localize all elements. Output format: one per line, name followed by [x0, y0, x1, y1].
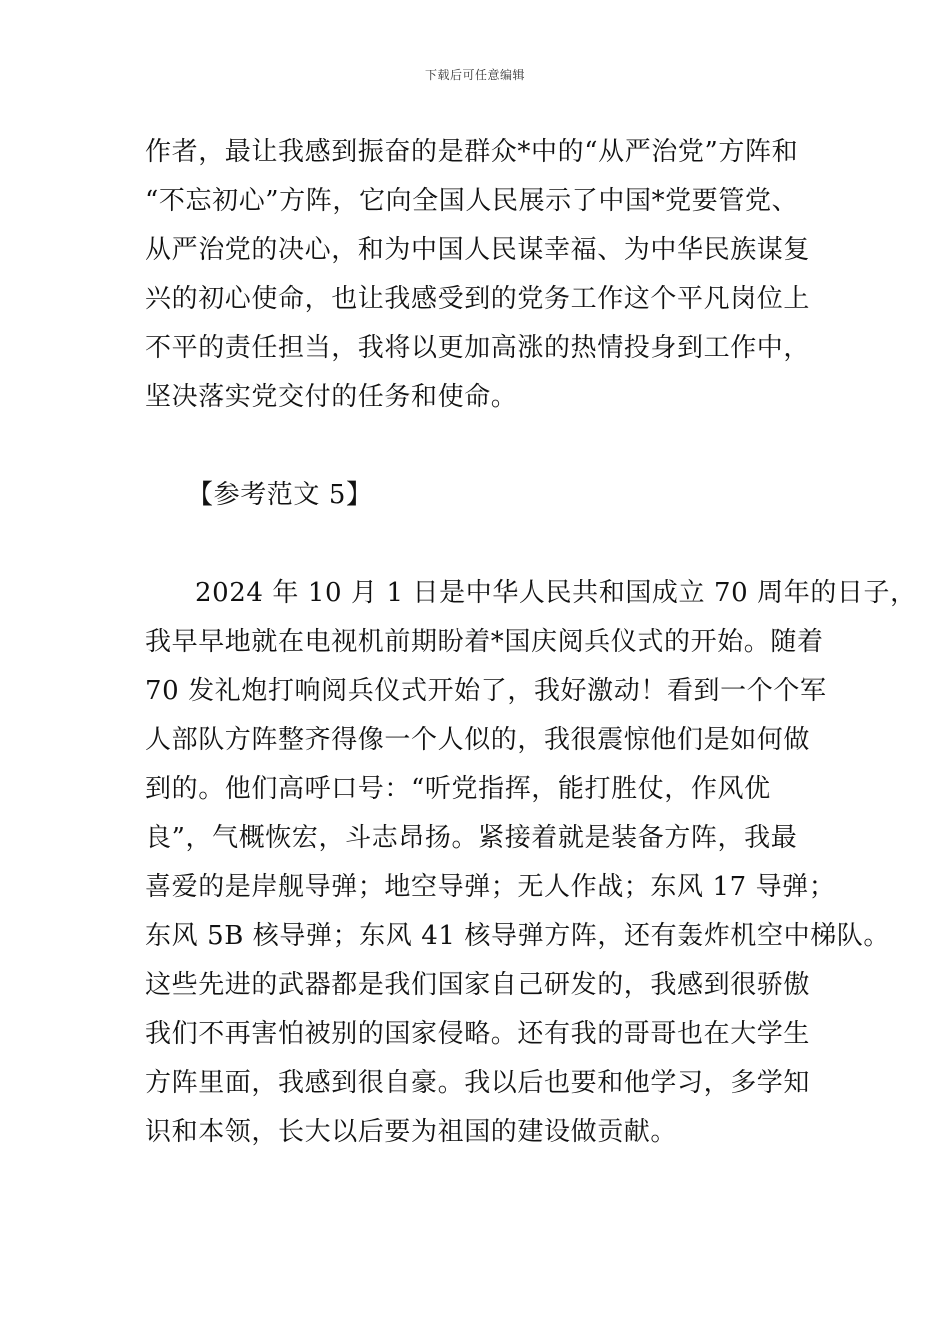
text-line: 不平的责任担当，我将以更加高涨的热情投身到工作中， — [145, 333, 811, 363]
text-line: 兴的初心使命，也让我感受到的党务工作这个平凡岗位上 — [145, 284, 811, 314]
paragraph-1 — [145, 128, 825, 422]
text-line: 从严治党的决心，和为中国人民谋幸福、为中华民族谋复 — [145, 235, 811, 265]
paragraph-spacer — [145, 422, 825, 471]
text-line: 方阵里面，我感到很自豪。我以后也要和他学习，多学知 — [145, 1068, 811, 1098]
text-line: 70 发礼炮打响阅兵仪式开始了，我好激动！看到一个个军 — [145, 676, 827, 706]
page-header: 下载后可任意编辑 — [424, 68, 525, 82]
text-line: 良”，气概恢宏，斗志昂扬。紧接着就是装备方阵，我最 — [145, 823, 798, 853]
text-line: 坚决落实党交付的任务和使命。 — [145, 382, 518, 412]
paragraph-spacer — [145, 520, 825, 569]
text-line: 我们不再害怕被别的国家侵略。还有我的哥哥也在大学生 — [145, 1019, 811, 1049]
section-heading: 【参考范文 5】 — [187, 480, 373, 510]
text-line: 我早早地就在电视机前期盼着*国庆阅兵仪式的开始。随着 — [145, 627, 824, 657]
text-line: 到的。他们高呼口号：“听党指挥，能打胜仗，作风优 — [145, 774, 771, 804]
text-line: 喜爱的是岸舰导弹；地空导弹；无人作战；东风 17 导弹； — [145, 872, 836, 902]
paragraph-2 — [145, 569, 917, 1157]
document-body — [145, 128, 917, 1157]
text-line: 作者，最让我感到振奋的是群众*中的“从严治党”方阵和 — [145, 137, 799, 167]
text-line: 2024 年 10 月 1 日是中华人民共和国成立 70 周年的日子， — [195, 578, 917, 608]
text-line: “不忘初心”方阵，它向全国人民展示了中国*党要管党、 — [145, 186, 799, 216]
text-line: 识和本领，长大以后要为祖国的建设做贡献。 — [145, 1117, 678, 1147]
text-line: 这些先进的武器都是我们国家自己研发的，我感到很骄傲 — [145, 970, 811, 1000]
text-line: 人部队方阵整齐得像一个人似的，我很震惊他们是如何做 — [145, 725, 811, 755]
text-line: 东风 5B 核导弹；东风 41 核导弹方阵，还有轰炸机空中梯队。 — [145, 921, 890, 951]
